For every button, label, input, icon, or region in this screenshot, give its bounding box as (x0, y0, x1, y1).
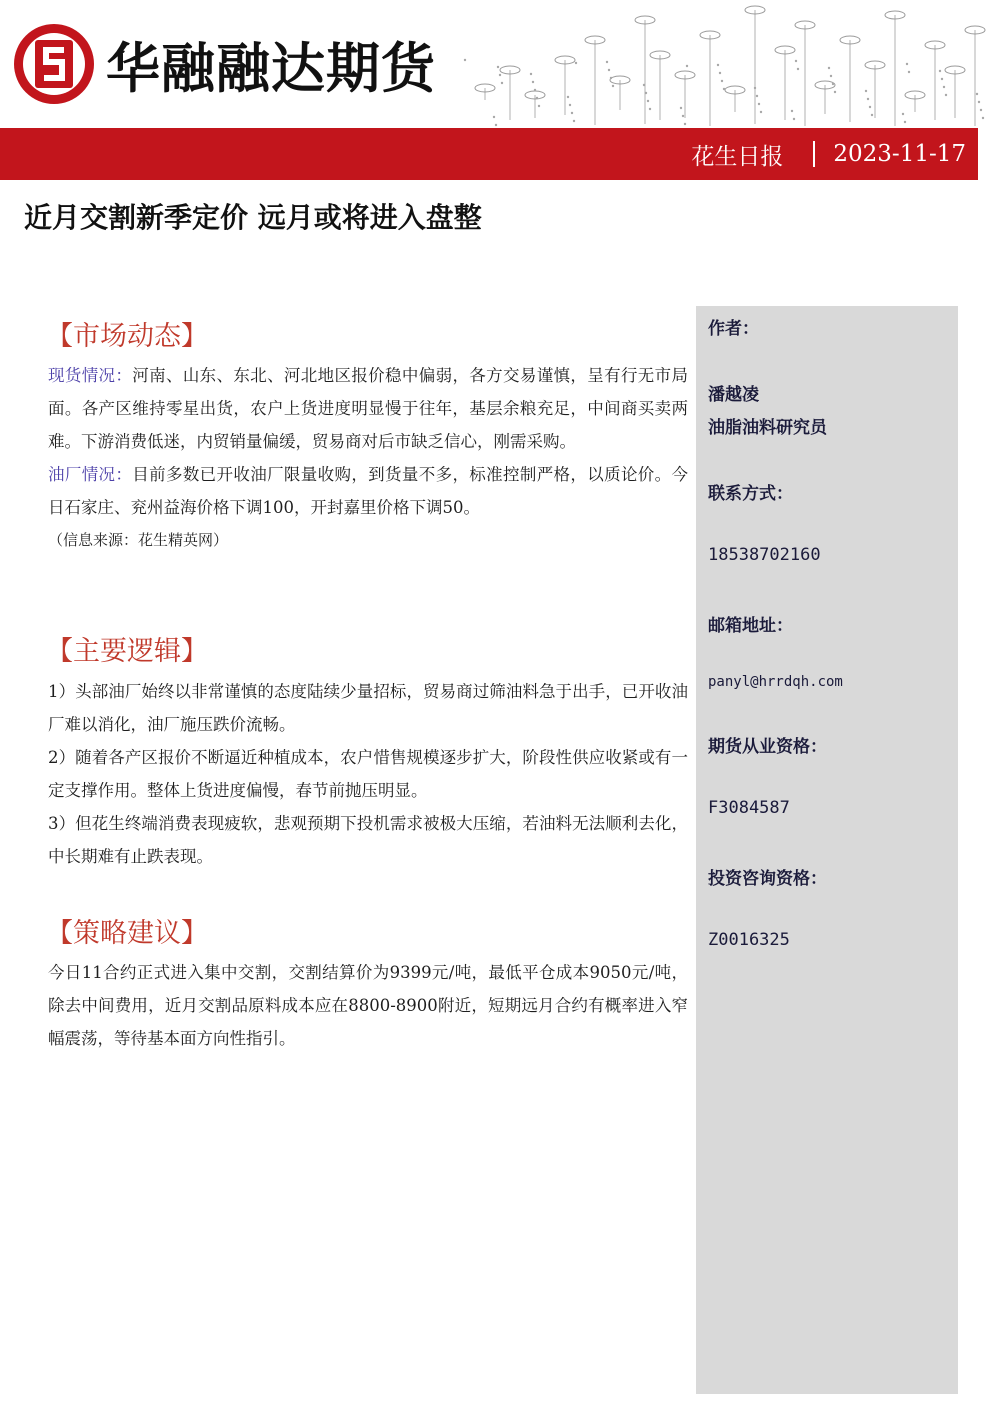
futures-qualification-id: F3084587 (708, 798, 790, 818)
section-title-market: 【市场动态】 (46, 321, 208, 352)
report-date: 2023-11-17 (833, 141, 966, 167)
logic-point-1: 1）头部油厂始终以非常谨慎的态度陆续少量招标，贸易商过筛油料急于出手，已开收油厂难以消化，油厂施压跌价流畅。 (48, 682, 688, 734)
email-label: 邮箱地址： (708, 616, 793, 636)
header-band (0, 128, 978, 180)
invest-qualification-label: 投资咨询资格： (708, 869, 827, 889)
email-address[interactable]: panyl@hrrdqh.com (708, 674, 843, 690)
futures-qualification-label: 期货从业资格： (708, 737, 827, 757)
logic-point-2: 2）随着各产区报价不断逼近种植成本，农户惜售规模逐步扩大，阶段性供应收紧或有一定支撑作用。整体上货进度偏慢，春节前抛压明显。 (48, 748, 688, 800)
spot-lead: 现货情况： (48, 366, 133, 385)
section-title-strategy: 【策略建议】 (46, 918, 208, 949)
author-name: 潘越凌 (708, 385, 759, 405)
spot-text: 河南、山东、东北、河北地区报价稳中偏弱，各方交易谨慎，呈有行无市局面。各产区维持零星出货，农户上货进度明显慢于往年，基层余粮充足，中间商买卖两难。下游消费低迷，内贸销量偏缓，贸易商对后市缺乏信心，刚需采购。 (48, 366, 689, 451)
phone-number: 18538702160 (708, 545, 821, 565)
brand-name: 华融融达期货 (106, 36, 436, 100)
mill-text: 目前多数已开收油厂限量收购，到货量不多，标准控制严格，以质论价。今日石家庄、兖州益海价格下调100，开封嘉里价格下调50。 (48, 465, 689, 517)
mill-lead: 油厂情况： (48, 465, 133, 484)
author-role: 油脂油料研究员 (708, 418, 827, 438)
invest-qualification-id: Z0016325 (708, 930, 790, 950)
section-title-logic: 【主要逻辑】 (46, 636, 208, 667)
brand-logo (12, 22, 436, 106)
page-title: 近月交割新季定价 远月或将进入盘整 (24, 201, 482, 234)
brand-logo-icon (12, 22, 96, 106)
section-body-market (48, 359, 688, 557)
report-type: 花生日报 (691, 143, 784, 170)
info-source: （信息来源：花生精英网） (48, 531, 229, 549)
author-label: 作者： (708, 319, 759, 339)
logic-point-3: 3）但花生终端消费表现疲软，悲观预期下投机需求被极大压缩，若油料无法顺利去化，中长期难有止跌表现。 (48, 814, 688, 866)
contact-label: 联系方式： (708, 484, 793, 504)
strategy-text: 今日11合约正式进入集中交割，交割结算价为9399元/吨，最低平仓成本9050元/吨，除去中间费用，近月交割品原料成本应在8800-8900附近，短期远月合约有概率进入窄幅震荡，等待基本面方向性指引。 (48, 963, 688, 1048)
header-decoration (455, 0, 992, 128)
author-sidebar (696, 306, 958, 1394)
section-body-logic (48, 675, 688, 873)
section-body-strategy (48, 956, 688, 1055)
band-divider (813, 141, 815, 167)
